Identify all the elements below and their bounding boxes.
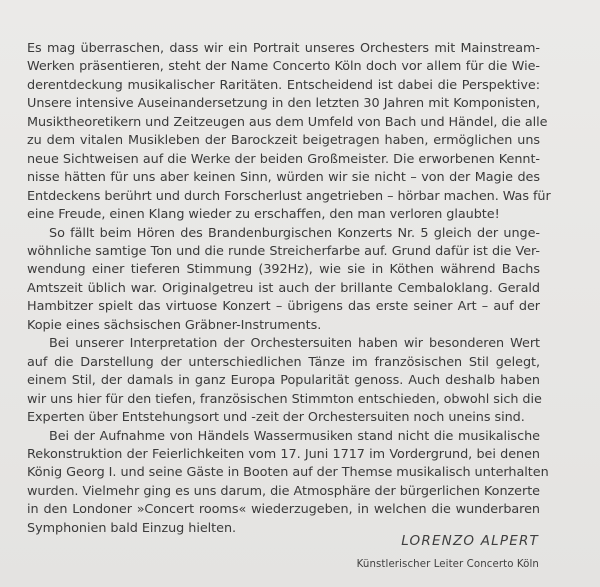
text-line: Kopie eines sächsischen Gräbner-Instruments. [27, 317, 322, 333]
body-text [27, 40, 551, 538]
text-line: Unsere intensive Auseinandersetzung in den letzten 30 Jahren mit Komponisten, [27, 96, 540, 112]
text-line: in den Londoner »Concert rooms« wiederzugeben, in welchen die wunderbaren [27, 502, 540, 518]
text-line: nisse hätten für uns aber keinen Sinn, würden wir sie nicht – von der Magie des [27, 170, 540, 186]
text-line: eine Freude, einen Klang wieder zu erschaffen, den man verloren glaubte! [27, 207, 500, 223]
text-line: Amtszeit üblich war. Originalgetreu ist auch der brillante Cembaloklang. Gerald [27, 280, 540, 296]
text-line: Rekonstruktion der Feierlichkeiten vom 17. Juni 1717 im Vordergrund, bei denen [27, 446, 540, 462]
text-line: Es mag überraschen, dass wir ein Portrait unseres Orchesters mit Mainstream- [27, 41, 540, 56]
text-line: Musiktheoretikern und Zeitzeugen aus dem Umfeld von Bach und Händel, die alle [27, 114, 548, 130]
text-line: Werken präsentieren, steht der Name Concerto Köln doch vor allem für die Wie- [27, 59, 540, 75]
text-line: Bei der Aufnahme von Händels Wassermusiken stand nicht die musikalische [49, 428, 540, 444]
text-line: wöhnliche samtige Ton und die runde Streicherfarbe auf. Grund dafür ist die Ver- [27, 243, 540, 259]
text-line: wurden. Vielmehr ging es uns darum, die Atmosphäre der bürgerlichen Konzerte [27, 483, 540, 499]
signature-block [357, 532, 539, 573]
text-line: Symphonien bald Einzug hielten. [27, 520, 237, 536]
text-line: Bei unserer Interpretation der Orchestersuiten haben wir besonderen Wert [49, 336, 540, 352]
text-line: einem Stil, der damals in ganz Europa Popularität genoss. Auch deshalb haben [27, 373, 540, 389]
text-line: Experten über Entstehungsort und -zeit der Orchestersuiten noch uneins sind. [27, 410, 525, 426]
text-line: König Georg I. und seine Gäste in Booten auf der Themse musikalisch unterhalten [27, 465, 549, 481]
text-line: zu dem vitalen Musikleben der Barockzeit beigetragen haben, ermöglichen uns [27, 133, 540, 149]
text-line: So fällt beim Hören des Brandenburgischen Konzerts Nr. 5 gleich der unge- [49, 225, 540, 241]
text-line: Hambitzer spielt das virtuose Konzert – übrigens das erste seiner Art – auf der [27, 299, 540, 315]
author-role: Künstlerischer Leiter Concerto Köln [356, 559, 539, 570]
text-line: wir uns hier für den tiefen, französischen Stimmton entschieden, obwohl sich die [27, 391, 542, 407]
text-line: Entdeckens berührt und durch Forscherlust angetrieben – hörbar machen. Was für [27, 188, 551, 204]
text-line: neue Sichtweisen auf die Werke der beiden Großmeister. Die erworbenen Kennt- [27, 151, 540, 167]
text-line: derentdeckung musikalischer Raritäten. Entscheidend ist dabei die Perspektive: [27, 77, 540, 93]
text-line: wendung einer tieferen Stimmung (392Hz), wie sie in Köthen während Bachs [27, 262, 540, 278]
author-name: LORENZO ALPERT [401, 533, 539, 549]
text-line: auf die Darstellung der unterschiedlichen Tänze im französischen Stil gelegt, [27, 354, 540, 370]
